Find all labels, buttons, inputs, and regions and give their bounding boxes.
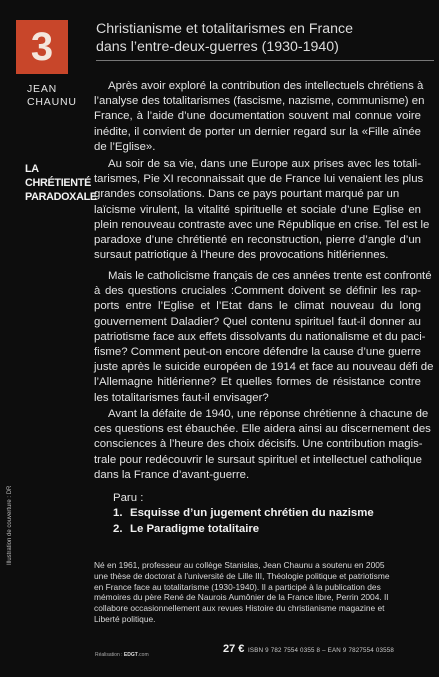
text-line: ports entre l’Eglise et l’Etat dans le climat nouveau du long	[94, 300, 421, 313]
production-credit-prefix: Réalisation :	[95, 652, 123, 658]
price: 27 €	[223, 643, 245, 655]
production-credit-name: EDGT	[123, 652, 138, 658]
text-line: l’analyse des totalitarismes (fascisme, nazisme, communisme) en	[94, 95, 425, 108]
bio-line: Liberté politique.	[94, 613, 156, 624]
volume-number-badge: 3	[16, 20, 68, 74]
author-biography	[94, 560, 424, 625]
text-line: de l’Eglise».	[94, 140, 156, 153]
text-line: trale pour redécouvrir le sursaut spirituel et intellectuel catholique	[94, 453, 422, 466]
text-line: Avant la défaite de 1940, une réponse chrétienne à chacune de	[108, 408, 429, 420]
isbn-ean-codes: ISBN 9 782 7554 0355 8 – EAN 9 7827554 03558	[248, 647, 395, 654]
text-line: dans la France d’avant-guerre.	[94, 468, 250, 481]
text-line: sursaut patriotique à l’heure des provocations hitlériennes.	[94, 249, 389, 262]
bio-line: une thèse de doctorat à l’université de Lille III, Théologie politique et patriotisme	[94, 570, 390, 581]
bio-line: en France face au totalitarisme (1930-1940). Il a participé à la publication des	[94, 581, 381, 592]
text-line: grandes consolations. Dans ce pays pourtant marqué par un	[94, 188, 400, 201]
blurb-paragraph-2	[94, 157, 430, 263]
text-line: l’Allemagne hitlérienne? Et quelles formes de résistance contre	[94, 376, 421, 389]
production-credit	[95, 652, 149, 658]
previous-volume-number: 1.	[113, 507, 123, 519]
previous-volume-title: Le Paradigme totalitaire	[130, 523, 260, 535]
bio-line: collabore occasionnellement aux revues Histoire du christianisme magazine et	[94, 603, 385, 614]
author-name	[27, 83, 77, 109]
text-line: plein renouveau contraste avec une République en crise. Tel est le	[94, 218, 430, 231]
text-line: paradoxe d’une chrétienté en reconstruction, pierre d’angle d’un	[94, 234, 421, 247]
previous-volumes-label: Paru :	[113, 492, 144, 504]
text-line: consciences à l’heure des choix décisifs. Une contribution magis-	[94, 438, 423, 451]
book-title-line: CHRÉTIENTÉ	[25, 177, 91, 189]
book-title	[25, 162, 97, 204]
text-line: fisme? Comment peut-on encore défendre la cause d’une guerre	[94, 346, 421, 359]
series-title-line: Christianisme et totalitarismes en France	[96, 21, 354, 37]
cover-illustration-credit: Illustration de couverture : DR	[7, 485, 13, 565]
text-line: inédite, il convient de porter un dernier regard sur la «Fille aînée	[94, 125, 421, 138]
previous-volume-title: Esquisse d’un jugement chrétien du nazisme	[130, 507, 374, 519]
text-line: à des questions cruciales :Comment doivent se définir les rap-	[94, 285, 421, 298]
text-line: tarismes, Pie XI reconnaissait que de France lui venaient les plus	[94, 173, 424, 186]
text-line: patriotisme face aux effets dissolvants du nationalisme et du paci-	[94, 330, 426, 343]
header-divider	[96, 60, 434, 61]
book-title-line: PARADOXALE	[25, 191, 97, 203]
blurb-paragraph-4	[94, 407, 431, 483]
text-line: Au soir de sa vie, dans une Europe aux prises avec les totali-	[108, 158, 421, 170]
author-last-name: CHAUNU	[27, 96, 77, 108]
text-line: laïcisme virulent, la vitalité spirituelle et sociale d’une Eglise en	[94, 203, 421, 216]
blurb-paragraph-3	[94, 269, 434, 406]
text-line: juste après le suicide européen de 1914 et face au nouveau défi de	[94, 361, 434, 374]
text-line: ces questions est ébauchée. Elle aidera ainsi au discernement des	[94, 423, 431, 436]
text-line: gouvernement Daladier? Quel contenu spirituel faut-il donner au	[94, 315, 421, 328]
previous-volume-item	[113, 507, 374, 519]
author-first-name: JEAN	[27, 83, 58, 95]
bio-line: Né en 1961, professeur au collège Stanislas, Jean Chaunu a soutenu en 2005	[94, 560, 385, 570]
production-credit-suffix: .com	[137, 652, 149, 658]
text-line: France, à l’aide d’une documentation souvent mal connue voire	[94, 110, 421, 123]
text-line: Après avoir exploré la contribution des intellectuels chrétiens à	[108, 80, 424, 92]
blurb-paragraph-1	[94, 79, 425, 155]
text-line: les totalitarismes faut-il envisager?	[94, 391, 269, 404]
series-title-line: dans l’entre-deux-guerres (1930-1940)	[96, 39, 339, 55]
previous-volume-item	[113, 523, 259, 535]
bio-line: mémoires du père René de Naurois Aumônier de la France libre, Perrin 2004. Il	[94, 592, 389, 603]
text-line: Mais le catholicisme français de ces années trente est confronté	[108, 270, 432, 282]
series-title	[96, 20, 426, 56]
previous-volume-number: 2.	[113, 523, 123, 535]
book-title-line: LA	[25, 163, 39, 175]
